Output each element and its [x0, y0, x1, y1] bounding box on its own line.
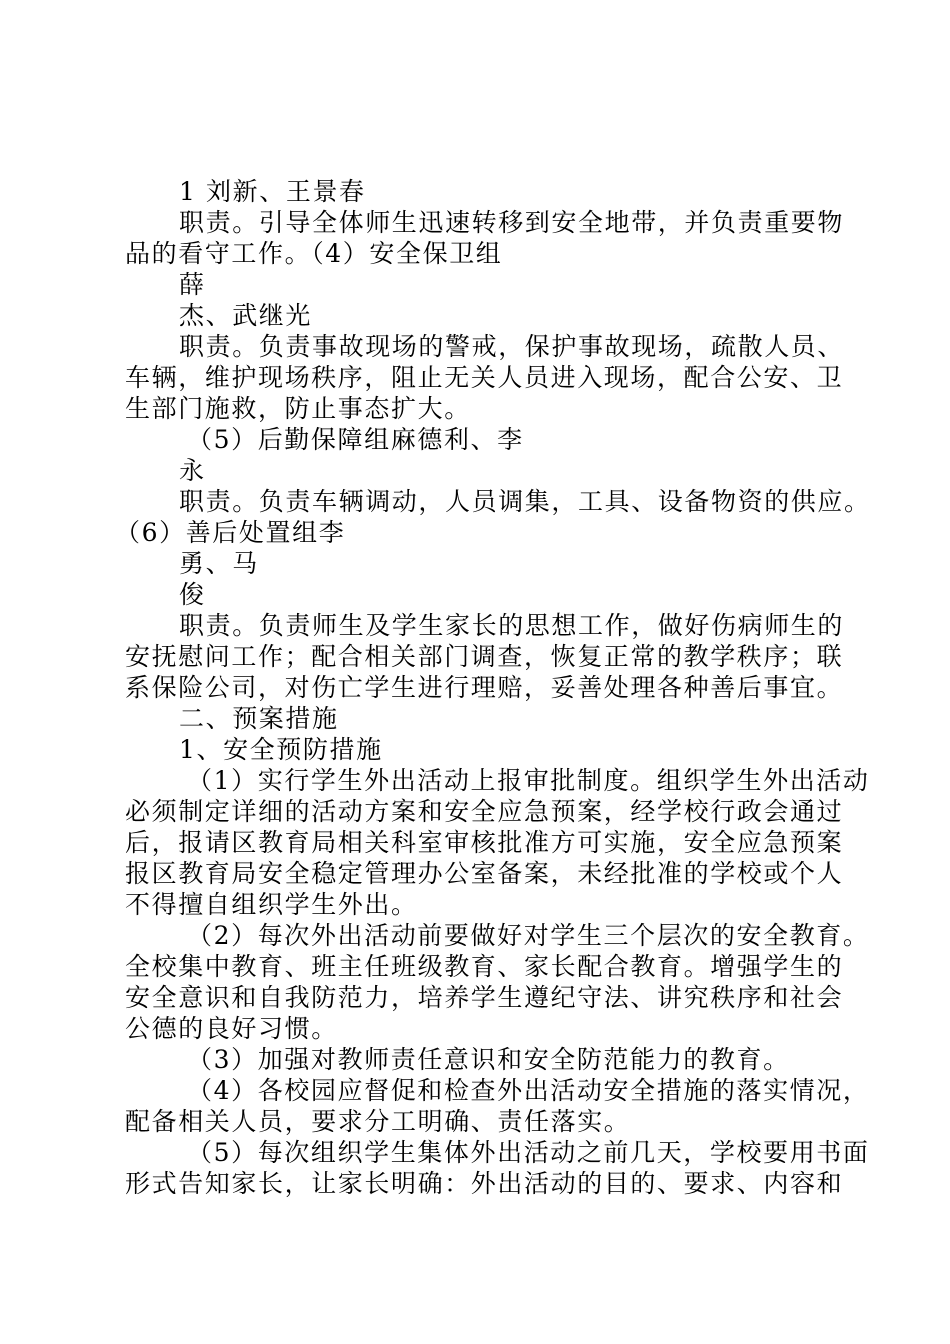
text-line: （6）善后处置组李	[115, 518, 346, 547]
text-line: 俊	[179, 580, 206, 609]
text-line: 后，报请区教育局相关科室审核批准方可实施，安全应急预案	[125, 828, 844, 857]
text-line: 形式告知家长，让家长明确：外出活动的目的、要求、内容和	[125, 1169, 844, 1198]
text-line: 勇、马	[179, 549, 259, 578]
text-line: 报区教育局安全稳定管理办公室备案，未经批准的学校或个人	[125, 859, 844, 888]
text-line: （4）各校园应督促和检查外出活动安全措施的落实情况，	[187, 1076, 870, 1105]
text-line: （5）后勤保障组麻德利、李	[187, 425, 524, 454]
text-line: 生部门施救，防止事态扩大。	[125, 394, 471, 423]
text-line: 全校集中教育、班主任班级教育、家长配合教育。增强学生的	[125, 952, 844, 981]
text-line: 职责。负责事故现场的警戒，保护事故现场，疏散人员、	[179, 332, 845, 361]
text-line: （2）每次外出活动前要做好对学生三个层次的安全教育。	[187, 921, 870, 950]
text-line: 不得擅自组织学生外出。	[125, 890, 418, 919]
text-line: 安抚慰问工作；配合相关部门调查，恢复正常的教学秩序；联	[125, 642, 844, 671]
text-line: 品的看守工作。（4）安全保卫组	[125, 239, 503, 268]
subsection-heading: 1、安全预防措施	[179, 735, 383, 764]
text-line: 系保险公司，对伤亡学生进行理赔，妥善处理各种善后事宜。	[125, 673, 844, 702]
text-line: 安全意识和自我防范力，培养学生遵纪守法、讲究秩序和社会	[125, 983, 844, 1012]
section-heading: 二、预案措施	[179, 704, 339, 733]
text-line: （3）加强对教师责任意识和安全防范能力的教育。	[187, 1045, 790, 1074]
text-line: 杰、武继光	[179, 301, 313, 330]
text-line: 必须制定详细的活动方案和安全应急预案，经学校行政会通过	[125, 797, 844, 826]
text-line: 薛	[179, 270, 206, 299]
text-line: 职责。引导全体师生迅速转移到安全地带，并负责重要物	[179, 208, 845, 237]
text-line: 职责。负责车辆调动，人员调集，工具、设备物资的供应。	[179, 487, 871, 516]
text-line: 职责。负责师生及学生家长的思想工作，做好伤病师生的	[179, 611, 845, 640]
text-line: 永	[179, 456, 206, 485]
text-line: 配备相关人员，要求分工明确、责任落实。	[125, 1107, 631, 1136]
text-line: 车辆，维护现场秩序，阻止无关人员进入现场，配合公安、卫	[125, 363, 844, 392]
text-line: 1 刘新、王景春	[179, 177, 366, 206]
text-line: （5）每次组织学生集体外出活动之前几天，学校要用书面	[187, 1138, 870, 1167]
text-line: 公德的良好习惯。	[125, 1014, 338, 1043]
document-body	[115, 176, 871, 1199]
text-line: （1）实行学生外出活动上报审批制度。组织学生外出活动	[187, 766, 870, 795]
